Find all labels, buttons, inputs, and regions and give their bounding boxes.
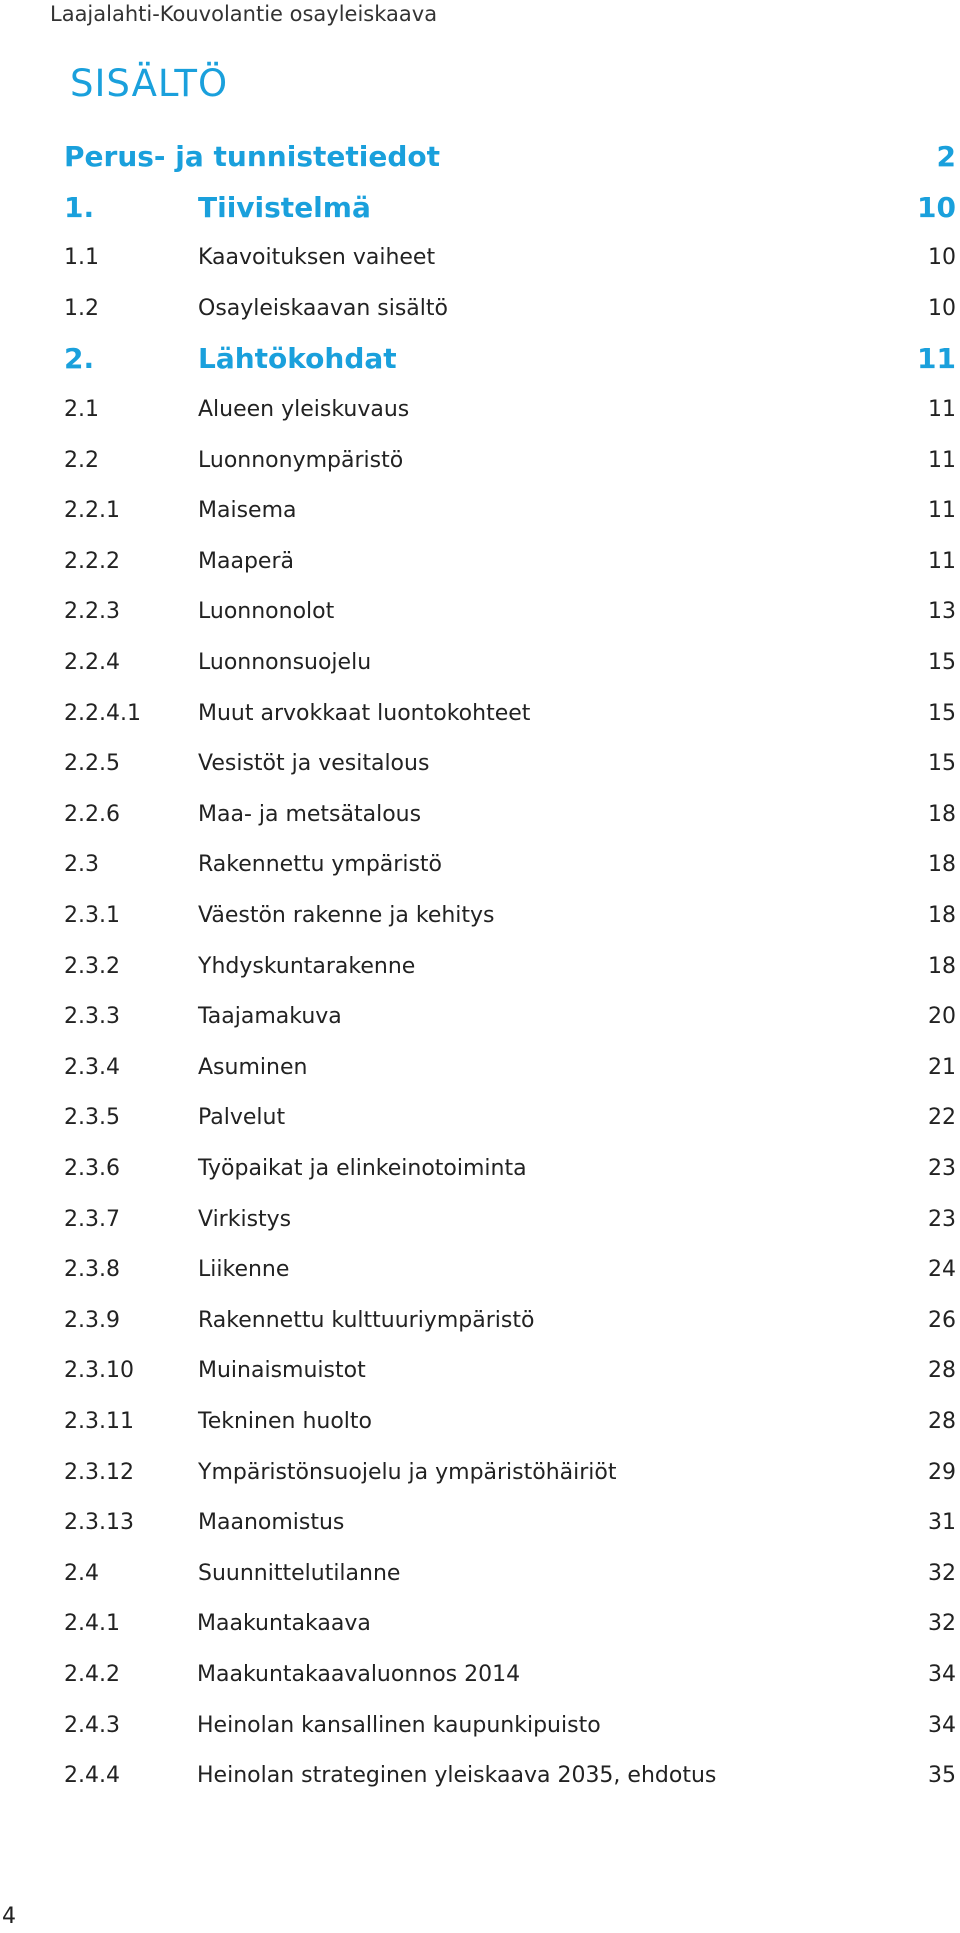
toc-row — [64, 694, 956, 734]
toc-entry-page: 24 — [928, 1257, 956, 1282]
toc-entry-number: 2.3.13 — [64, 1510, 134, 1535]
toc-entry-page: 18 — [928, 954, 956, 979]
toc-entry-number: 2.3.9 — [64, 1308, 120, 1333]
toc-entry-title: Luonnonsuojelu — [198, 650, 372, 675]
toc-entry-page: 10 — [928, 296, 956, 321]
toc-entry-title: Luonnonympäristö — [198, 448, 404, 473]
toc-row — [64, 845, 956, 885]
toc-row — [64, 1098, 956, 1138]
toc-entry-page: 10 — [917, 191, 956, 224]
toc-entry-title: Osayleiskaavan sisältö — [198, 296, 448, 321]
toc-entry-number: 2.2.4.1 — [64, 701, 141, 726]
toc-entry-page: 18 — [928, 903, 956, 928]
toc-entry-page: 34 — [928, 1713, 956, 1738]
toc-entry-title: Tiivistelmä — [198, 191, 371, 224]
toc-row — [64, 1048, 956, 1088]
toc-entry-title: Ympäristönsuojelu ja ympäristöhäiriöt — [198, 1460, 617, 1485]
toc-entry-title: Luonnonolot — [198, 599, 335, 624]
toc-entry-page: 11 — [917, 342, 956, 375]
toc-entry-title: Heinolan strateginen yleiskaava 2035, ehdotus — [197, 1763, 717, 1788]
toc-entry-page: 32 — [928, 1611, 956, 1636]
toc-entry-number: 2.2.1 — [64, 498, 120, 523]
toc-row — [64, 542, 956, 582]
toc-entry-page: 15 — [928, 701, 956, 726]
toc-row — [64, 1453, 956, 1493]
toc-entry-number: 2.4.3 — [64, 1713, 120, 1738]
toc-row — [64, 744, 956, 784]
toc-entry-title: Maa- ja metsätalous — [198, 802, 422, 827]
toc-entry-number: 2.4.4 — [64, 1763, 120, 1788]
toc-row — [64, 1351, 956, 1391]
toc-entry-page: 23 — [928, 1207, 956, 1232]
toc-entry-page: 28 — [928, 1358, 956, 1383]
toc-row — [64, 1604, 956, 1644]
toc-row — [64, 1200, 956, 1240]
toc-entry-page: 10 — [928, 245, 956, 270]
toc-entry-number: 2.3.4 — [64, 1055, 120, 1080]
toc-entry-title: Asuminen — [198, 1055, 308, 1080]
toc-entry-title: Lähtökohdat — [198, 342, 397, 375]
toc-entry-title: Vesistöt ja vesitalous — [198, 751, 430, 776]
toc-entry-number: 2.2.3 — [64, 599, 120, 624]
toc-entry-title: Rakennettu kulttuuriympäristö — [198, 1308, 535, 1333]
toc-entry-number: 2.3.11 — [64, 1409, 134, 1434]
toc-entry-page: 18 — [928, 852, 956, 877]
toc-entry-title: Muinaismuistot — [198, 1358, 366, 1383]
toc-entry-page: 31 — [928, 1510, 956, 1535]
toc-row — [64, 643, 956, 683]
toc-entry-number: 2.3.2 — [64, 954, 120, 979]
toc-entry-page: 32 — [928, 1561, 956, 1586]
toc-entry-number: 2.3.5 — [64, 1105, 120, 1130]
toc-row — [64, 1554, 956, 1594]
toc-entry-title: Väestön rakenne ja kehitys — [198, 903, 495, 928]
toc-entry-number: 2.3.10 — [64, 1358, 134, 1383]
toc-row — [64, 1149, 956, 1189]
toc-row — [64, 441, 956, 481]
toc-entry-number: 2.2.2 — [64, 549, 120, 574]
toc-section-row — [64, 339, 956, 379]
toc-entry-title: Muut arvokkaat luontokohteet — [198, 701, 531, 726]
toc-entry-page: 15 — [928, 650, 956, 675]
toc-row — [64, 795, 956, 835]
toc-row — [64, 1706, 956, 1746]
toc-section-row — [64, 188, 956, 228]
toc-entry-page: 26 — [928, 1308, 956, 1333]
toc-entry-title: Maanomistus — [198, 1510, 345, 1535]
toc-entry-title: Työpaikat ja elinkeinotoiminta — [198, 1156, 527, 1181]
toc-entry-page: 28 — [928, 1409, 956, 1434]
toc-entry-number: 2.3 — [64, 852, 99, 877]
toc-entry-page: 15 — [928, 751, 956, 776]
toc-entry-title: Maakuntakaavaluonnos 2014 — [197, 1662, 521, 1687]
toc-row — [64, 289, 956, 329]
toc-entry-title: Alueen yleiskuvaus — [198, 397, 410, 422]
toc-row — [64, 592, 956, 632]
toc-entry-number: 2.2.4 — [64, 650, 120, 675]
toc-entry-title: Taajamakuva — [198, 1004, 342, 1029]
toc-entry-title: Rakennettu ympäristö — [198, 852, 442, 877]
toc-entry-number: 2.4.1 — [64, 1611, 120, 1636]
toc-entry-number: 2.2.6 — [64, 802, 120, 827]
toc-entry-number: 2.3.7 — [64, 1207, 120, 1232]
toc-row — [64, 1655, 956, 1695]
toc-entry-number: 1. — [64, 191, 95, 224]
toc-row — [64, 390, 956, 430]
toc-entry-page: 29 — [928, 1460, 956, 1485]
toc-entry-number: 2.4.2 — [64, 1662, 120, 1687]
page-number: 4 — [2, 1904, 16, 1929]
toc-entry-title: Liikenne — [198, 1257, 290, 1282]
toc-entry-title: Maakuntakaava — [197, 1611, 371, 1636]
toc-entry-title: Maisema — [198, 498, 297, 523]
toc-row — [64, 896, 956, 936]
toc-entry-page: 11 — [928, 448, 956, 473]
toc-row — [64, 1301, 956, 1341]
toc-entry-page: 22 — [928, 1105, 956, 1130]
toc-row — [64, 947, 956, 987]
toc-entry-number: 1.1 — [64, 245, 99, 270]
toc-entry-title: Palvelut — [198, 1105, 286, 1130]
toc-entry-number: 2.4 — [64, 1561, 99, 1586]
toc-entry-number: 2.3.12 — [64, 1460, 134, 1485]
toc-entry-page: 11 — [928, 498, 956, 523]
toc-entry-page: 35 — [928, 1763, 956, 1788]
toc-row — [64, 238, 956, 278]
toc-entry-title: Tekninen huolto — [198, 1409, 372, 1434]
toc-entry-title: Yhdyskuntarakenne — [198, 954, 416, 979]
toc-entry-number: 2.3.8 — [64, 1257, 120, 1282]
toc-entry-title: Virkistys — [198, 1207, 292, 1232]
toc-entry-number: 2.3.6 — [64, 1156, 120, 1181]
toc-entry-number: 2.1 — [64, 397, 99, 422]
toc-entry-page: 13 — [928, 599, 956, 624]
toc-row — [64, 997, 956, 1037]
toc-section-row — [64, 137, 956, 177]
toc-entry-page: 18 — [928, 802, 956, 827]
toc-entry-number: 2.3.3 — [64, 1004, 120, 1029]
toc-entry-page: 20 — [928, 1004, 956, 1029]
toc-entry-number: 2.2.5 — [64, 751, 120, 776]
toc-entry-title: Heinolan kansallinen kaupunkipuisto — [197, 1713, 601, 1738]
toc-entry-title: Perus- ja tunnistetiedot — [64, 140, 440, 173]
toc-row — [64, 491, 956, 531]
toc-row — [64, 1503, 956, 1543]
toc-entry-page: 11 — [928, 397, 956, 422]
toc-entry-page: 21 — [928, 1055, 956, 1080]
toc-row — [64, 1402, 956, 1442]
toc-entry-number: 2. — [64, 342, 95, 375]
running-header: Laajalahti-Kouvolantie osayleiskaava — [50, 2, 438, 26]
toc-entry-number: 2.3.1 — [64, 903, 120, 928]
toc-entry-page: 11 — [928, 549, 956, 574]
toc-entry-title: Kaavoituksen vaiheet — [198, 245, 436, 270]
toc-entry-title: Suunnittelutilanne — [198, 1561, 401, 1586]
toc-entry-page: 34 — [928, 1662, 956, 1687]
toc-heading: SISÄLTÖ — [70, 62, 229, 105]
toc-row — [64, 1756, 956, 1796]
toc-row — [64, 1250, 956, 1290]
toc-entry-number: 1.2 — [64, 296, 99, 321]
toc-entry-page: 23 — [928, 1156, 956, 1181]
toc-entry-number: 2.2 — [64, 448, 99, 473]
toc-entry-title: Maaperä — [198, 549, 294, 574]
toc-entry-page: 2 — [936, 140, 956, 173]
